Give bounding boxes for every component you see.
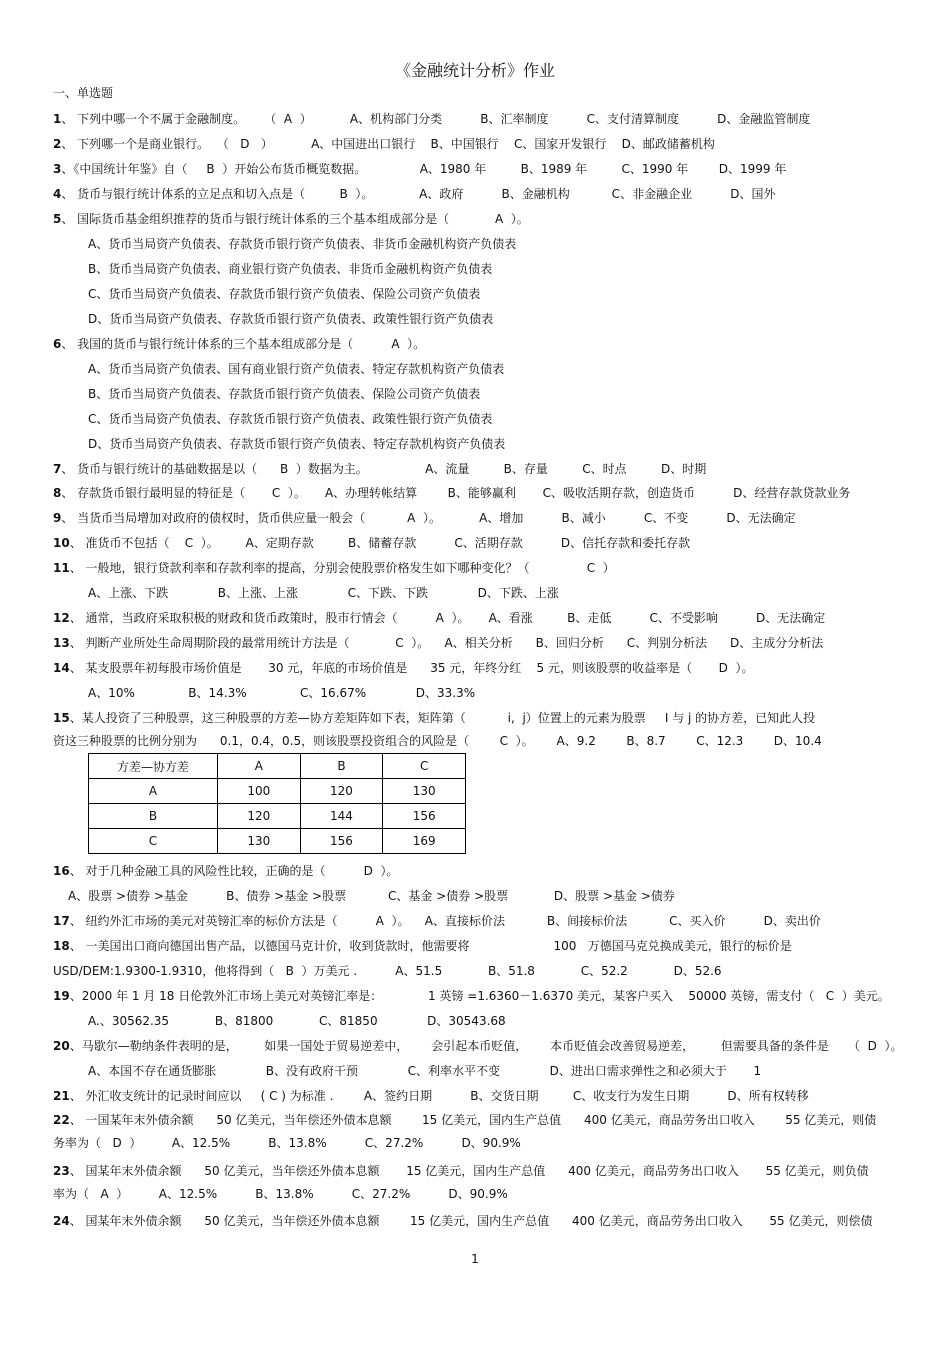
question-text: 资这三种股票的比例分别为 0.1，0.4，0.5，则该股票投资组合的风险是（ C ）。 A、9.2 B、8.7 C、12.3 D、10.4 xyxy=(53,734,822,748)
question-text: 、 通常，当政府采取积极的财政和货币政策时，股市行情会（ A ）。 A、看涨 B、走低 C、不受影响 D、无法确定 xyxy=(69,611,826,625)
question-number: 6 xyxy=(53,337,62,351)
table-cell: 156 xyxy=(383,804,466,829)
question-line xyxy=(53,987,890,1005)
question-line xyxy=(53,709,815,727)
table-header-cell: A xyxy=(218,754,301,779)
question-line xyxy=(53,335,425,353)
question-text: 、 对于几种金融工具的风险性比较，正确的是（ D ）。 xyxy=(69,864,399,878)
question-line xyxy=(53,185,775,203)
question-number: 3 xyxy=(53,162,62,176)
question-line xyxy=(53,732,822,750)
question-text: 、 判断产业所处生命周期阶段的最常用统计方法是（ C ）。 A、相关分析 B、回归分析 C、判别分析法 D、主成分分析法 xyxy=(69,636,824,650)
question-number: 17 xyxy=(53,914,70,928)
covariance-table xyxy=(88,753,466,854)
table-cell: 130 xyxy=(383,779,466,804)
question-line xyxy=(88,385,480,403)
question-line xyxy=(53,609,825,627)
question-line xyxy=(53,460,706,478)
table-cell: C xyxy=(89,829,218,854)
question-text: 、 下列哪一个是商业银行。 （ D ） A、中国进出口银行 B、中国银行 C、国家开发银行 D、邮政储蓄机构 xyxy=(61,137,715,151)
question-number: 13 xyxy=(53,636,70,650)
question-line xyxy=(53,862,399,880)
question-text: 率为（ A ） A、12.5% B、13.8% C、27.2% D、90.9% xyxy=(53,1187,508,1201)
question-line xyxy=(53,1111,876,1129)
question-text: A、货币当局资产负债表、国有商业银行资产负债表、特定存款机构资产负债表 xyxy=(88,362,505,376)
question-text: 、 下列中哪一个不属于金融制度。 （ A ） A、机构部门分类 B、汇率制度 C、支付清算制度 D、金融监管制度 xyxy=(61,112,811,126)
question-line xyxy=(53,1134,521,1152)
question-number: 5 xyxy=(53,212,62,226)
question-line xyxy=(88,684,475,702)
question-text: A、10% B、14.3% C、16.67% D、33.3% xyxy=(88,686,476,700)
question-number: 23 xyxy=(53,1164,70,1178)
table-cell: 169 xyxy=(383,829,466,854)
table-cell: 100 xyxy=(218,779,301,804)
question-line xyxy=(53,1212,872,1230)
question-line xyxy=(68,887,675,905)
question-line xyxy=(53,559,615,577)
question-number: 2 xyxy=(53,137,62,151)
question-line xyxy=(88,260,492,278)
question-line xyxy=(88,285,480,303)
question-text: 、 外汇收支统计的记录时间应以 ( C ) 为标准 . A、签约日期 B、交货日期 C、收支行为发生日期 D、所有权转移 xyxy=(69,1089,809,1103)
table-header-cell: B xyxy=(300,754,383,779)
question-text: C、货币当局资产负债表、存款货币银行资产负债表、政策性银行资产负债表 xyxy=(88,412,493,426)
question-text: 、2000 年 1 月 18 日伦敦外汇市场上美元对英镑汇率是： 1 英镑 =1.6360－1.6370 美元，某客户买入 50000 英镑，需支付（ C ）美元。 xyxy=(69,989,890,1003)
question-number: 11 xyxy=(53,561,70,575)
question-number: 1 xyxy=(53,112,62,126)
question-number: 15 xyxy=(53,711,70,725)
table-header-cell: C xyxy=(383,754,466,779)
question-text: 、 一般地，银行贷款利率和存款利率的提高，分别会使股票价格发生如下哪种变化？（ C ） xyxy=(69,561,615,575)
question-text: 、 国某年末外债余额 50 亿美元，当年偿还外债本息额 15 亿美元，国内生产总值 400 亿美元，商品劳务出口收入 55 亿美元，则负债 xyxy=(69,1164,869,1178)
question-line xyxy=(53,962,722,980)
question-line xyxy=(53,1162,869,1180)
table-cell: B xyxy=(89,804,218,829)
question-line xyxy=(53,160,786,178)
table-cell: 120 xyxy=(300,779,383,804)
table-cell: 156 xyxy=(300,829,383,854)
question-line xyxy=(88,584,559,602)
question-line xyxy=(53,110,810,128)
question-line xyxy=(88,410,492,428)
question-line xyxy=(88,360,504,378)
question-line xyxy=(88,435,505,453)
question-number: 19 xyxy=(53,989,70,1003)
question-number: 10 xyxy=(53,536,70,550)
question-line xyxy=(88,1062,761,1080)
question-text: 、马歇尔—勒纳条件表明的是， 如果一国处于贸易逆差中， 会引起本币贬值， 本币贬值会改善贸易逆差， 但需要具备的条件是 （ D ）。 xyxy=(69,1039,903,1053)
question-number: 12 xyxy=(53,611,70,625)
question-text: 、 存款货币银行最明显的特征是（ C ）。 A、办理转帐结算 B、能够赢利 C、吸收活期存款，创造货币 D、经营存款贷款业务 xyxy=(61,486,851,500)
question-line xyxy=(53,1087,809,1105)
question-text: 、 纽约外汇市场的美元对英镑汇率的标价方法是（ A ）。 A、直接标价法 B、间接标价法 C、买入价 D、卖出价 xyxy=(69,914,821,928)
question-text: D、货币当局资产负债表、存款货币银行资产负债表、政策性银行资产负债表 xyxy=(88,312,494,326)
question-line xyxy=(53,210,529,228)
question-text: 、 一国某年末外债余额 50 亿美元，当年偿还外债本息额 15 亿美元，国内生产总值 400 亿美元，商品劳务出口收入 55 亿美元，则债 xyxy=(69,1113,877,1127)
question-text: 、 准货币不包括（ C ）。 A、定期存款 B、储蓄存款 C、活期存款 D、信托存款和委托存款 xyxy=(69,536,691,550)
question-number: 16 xyxy=(53,864,70,878)
question-number: 22 xyxy=(53,1113,70,1127)
table-header-cell: 方差—协方差 xyxy=(89,754,218,779)
question-line xyxy=(88,1012,506,1030)
question-line xyxy=(53,937,792,955)
question-number: 14 xyxy=(53,661,70,675)
question-text: A、本国不存在通货膨胀 B、没有政府干预 C、利率水平不变 D、进出口需求弹性之和必须大于 1 xyxy=(88,1064,762,1078)
question-line xyxy=(53,1185,508,1203)
question-line xyxy=(53,1037,902,1055)
question-number: 21 xyxy=(53,1089,70,1103)
question-line xyxy=(53,634,823,652)
document-title: 《金融统计分析》作业 xyxy=(394,61,555,80)
question-text: 、《中国统计年鉴》自（ B ）开始公布货币概览数据。 A、1980 年 B、1989 年 C、1990 年 D、1999 年 xyxy=(61,162,787,176)
question-number: 7 xyxy=(53,462,62,476)
section-heading: 一、单选题 xyxy=(53,86,114,100)
question-line xyxy=(88,235,516,253)
question-text: USD/DEM:1.9300-1.9310，他将得到（ B ）万美元 . A、51.5 B、51.8 C、52.2 D、52.6 xyxy=(53,964,722,978)
question-text: 、 我国的货币与银行统计体系的三个基本组成部分是（ A ）。 xyxy=(61,337,426,351)
question-text: A、股票 >债券 >基金 B、债券 >基金 >股票 C、基金 >债券 >股票 D、股票 >基金 >债券 xyxy=(68,889,675,903)
question-number: 8 xyxy=(53,486,62,500)
question-text: A、货币当局资产负债表、存款货币银行资产负债表、非货币金融机构资产负债表 xyxy=(88,237,517,251)
table-cell: 120 xyxy=(218,804,301,829)
question-line xyxy=(53,484,850,502)
question-line xyxy=(53,659,754,677)
question-text: B、货币当局资产负债表、存款货币银行资产负债表、保险公司资产负债表 xyxy=(88,387,481,401)
table-cell: 130 xyxy=(218,829,301,854)
question-text: 、 当货币当局增加对政府的债权时，货币供应量一般会（ A ）。 A、增加 B、减小 C、不变 D、无法确定 xyxy=(61,511,796,525)
table-cell: 144 xyxy=(300,804,383,829)
question-line xyxy=(53,534,690,552)
question-text: C、货币当局资产负债表、存款货币银行资产负债表、保险公司资产负债表 xyxy=(88,287,481,301)
question-line xyxy=(88,310,493,328)
table-cell: A xyxy=(89,779,218,804)
question-text: A、上涨、下跌 B、上涨、上涨 C、下跌、下跌 D、下跌、上涨 xyxy=(88,586,559,600)
question-line xyxy=(53,135,715,153)
question-line xyxy=(53,912,821,930)
question-text: 、 国际货币基金组织推荐的货币与银行统计体系的三个基本组成部分是（ A ）。 xyxy=(61,212,529,226)
question-text: 、 国某年末外债余额 50 亿美元，当年偿还外债本息额 15 亿美元，国内生产总值 400 亿美元，商品劳务出口收入 55 亿美元，则偿债 xyxy=(69,1214,873,1228)
question-text: 务率为（ D ） A、12.5% B、13.8% C、27.2% D、90.9% xyxy=(53,1136,521,1150)
question-text: B、货币当局资产负债表、商业银行资产负债表、非货币金融机构资产负债表 xyxy=(88,262,493,276)
question-text: D、货币当局资产负债表、存款货币银行资产负债表、特定存款机构资产负债表 xyxy=(88,437,506,451)
question-number: 9 xyxy=(53,511,62,525)
question-text: 、 货币与银行统计体系的立足点和切入点是（ B ）。 A、政府 B、金融机构 C、非金融企业 D、国外 xyxy=(61,187,776,201)
table-row xyxy=(89,804,466,829)
question-number: 4 xyxy=(53,187,62,201)
question-number: 20 xyxy=(53,1039,70,1053)
question-line xyxy=(53,509,796,527)
table-row xyxy=(89,829,466,854)
question-text: 、 某支股票年初每股市场价值是 30 元，年底的市场价值是 35 元，年终分红 5 元，则该股票的收益率是（ D ）。 xyxy=(69,661,754,675)
question-number: 18 xyxy=(53,939,70,953)
question-text: 、 一美国出口商向德国出售产品，以德国马克计价，收到货款时，他需要将 100 万德国马克兑换成美元，银行的标价是 xyxy=(69,939,792,953)
question-text: 、 货币与银行统计的基础数据是以（ B ）数据为主。 A、流量 B、存量 C、时点 D、时期 xyxy=(61,462,707,476)
question-text: A.、30562.35 B、81800 C、81850 D、30543.68 xyxy=(88,1014,506,1028)
page-number: 1 xyxy=(471,1252,479,1266)
table-header-row xyxy=(89,754,466,779)
question-text: 、某人投资了三种股票，这三种股票的方差—协方差矩阵如下表，矩阵第（ i, j）位置上的元素为股票 I 与 j 的协方差，已知此人投 xyxy=(69,711,816,725)
table-row xyxy=(89,779,466,804)
question-number: 24 xyxy=(53,1214,70,1228)
